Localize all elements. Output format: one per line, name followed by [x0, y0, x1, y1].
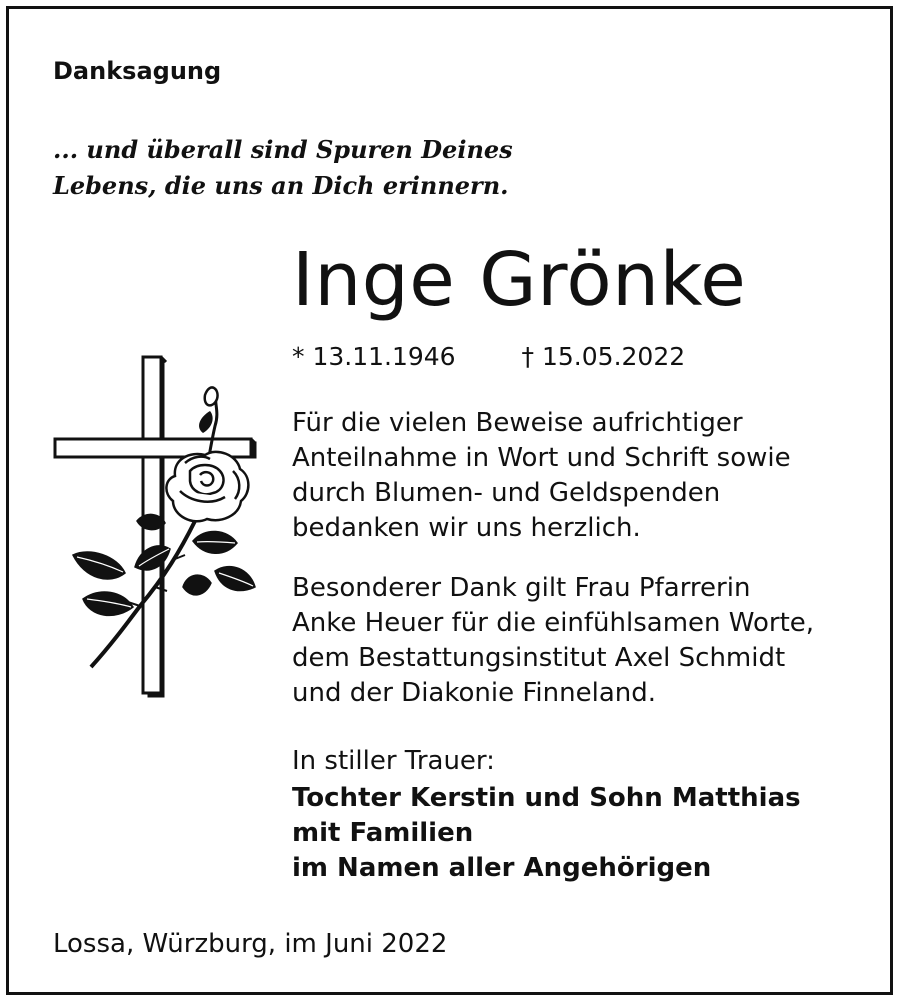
- grief-label: In stiller Trauer:: [292, 746, 495, 776]
- cross-with-rose-icon: [45, 351, 260, 701]
- paragraph-line: Für die vielen Beweise aufrichtiger: [292, 408, 743, 438]
- mourner-line: mit Familien: [292, 818, 474, 848]
- paragraph-line: und der Diakonie Finneland.: [292, 678, 656, 708]
- special-thanks-paragraph: [292, 571, 814, 711]
- notice-frame: [6, 6, 893, 995]
- life-dates: [292, 342, 685, 371]
- paragraph-line: durch Blumen- und Geldspenden: [292, 478, 721, 508]
- mourners-list: [292, 781, 801, 886]
- paragraph-line: bedanken wir uns herzlich.: [292, 513, 641, 543]
- motto-line: Lebens, die uns an Dich erinnern.: [53, 171, 509, 200]
- deceased-name: Inge Grönke: [292, 237, 747, 323]
- paragraph-line: Besonderer Dank gilt Frau Pfarrerin: [292, 573, 751, 603]
- place-and-date: Lossa, Würzburg, im Juni 2022: [53, 929, 448, 959]
- motto-line: ... und überall sind Spuren Deines: [53, 135, 513, 164]
- motto-quote: [53, 132, 513, 204]
- thanks-paragraph: [292, 406, 791, 546]
- death-date: † 15.05.2022: [521, 342, 686, 371]
- paragraph-line: Anke Heuer für die einfühlsamen Worte,: [292, 608, 815, 638]
- paragraph-line: Anteilnahme in Wort und Schrift sowie: [292, 443, 791, 473]
- paragraph-line: dem Bestattungsinstitut Axel Schmidt: [292, 643, 786, 673]
- mourner-line: Tochter Kerstin und Sohn Matthias: [292, 783, 801, 813]
- notice-heading: Danksagung: [53, 57, 222, 85]
- mourner-line: im Namen aller Angehörigen: [292, 853, 712, 883]
- birth-date: * 13.11.1946: [292, 342, 456, 371]
